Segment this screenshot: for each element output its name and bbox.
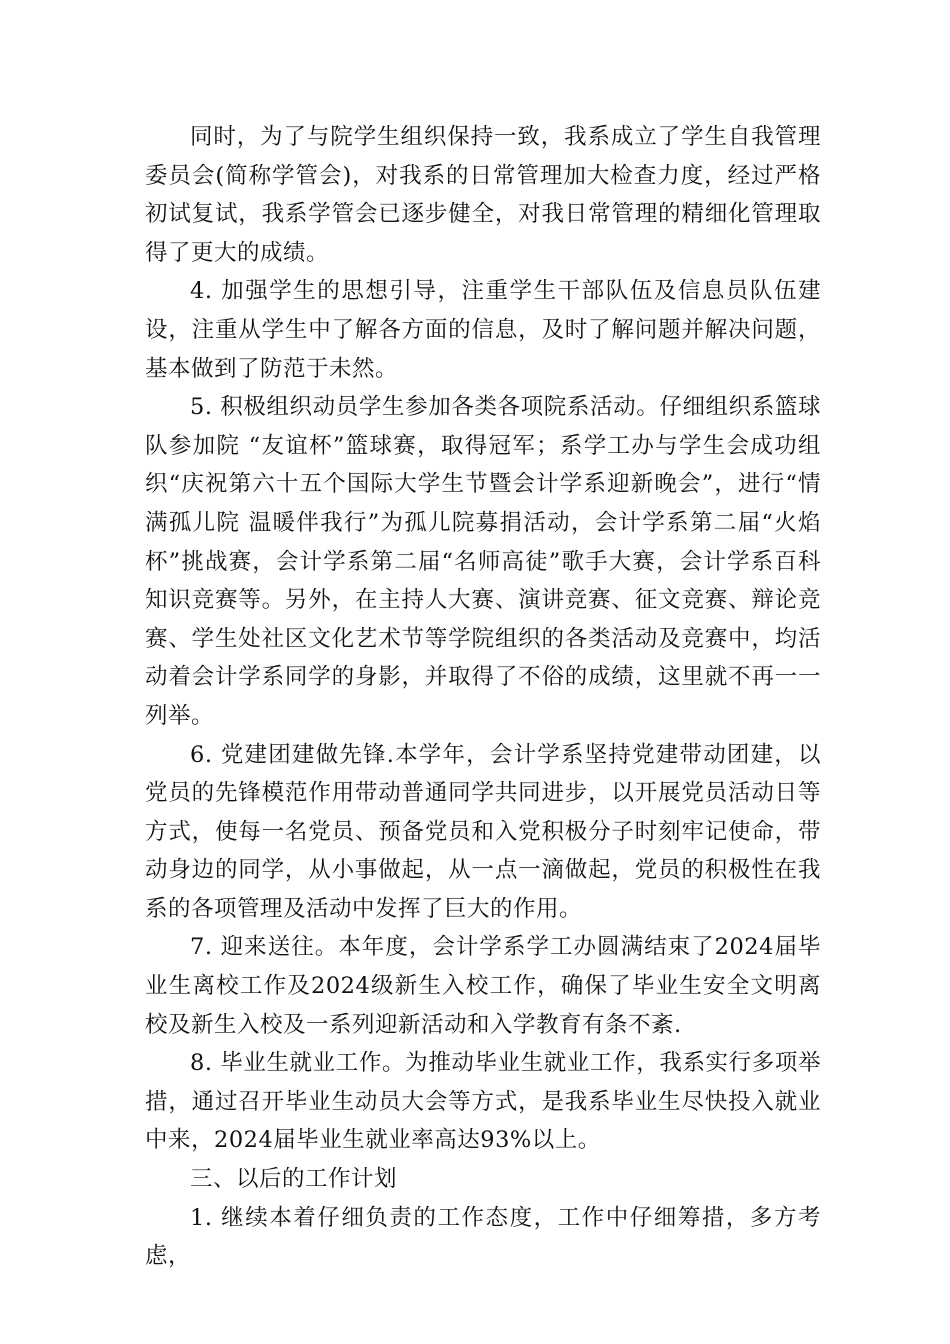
paragraph-item-8: 8. 毕业生就业工作。为推动毕业生就业工作，我系实行多项举措，通过召开毕业生动员大会等方式，是我系毕业生尽快投入就业中来，2024届毕业生就业率高达93%以上。 [145,1050,821,1154]
paragraph-student-committee: 同时，为了与院学生组织保持一致，我系成立了学生自我管理委员会(简称学管会)，对我系的日常管理加大检查力度，经过严格初试复试，我系学管会已逐步健全，对我日常管理的精细化管理取得了更大的成绩。 [145,124,821,266]
paragraph-item-7: 7. 迎来送往。本年度，会计学系学工办圆满结束了2024届毕业生离校工作及2024级新生入校工作，确保了毕业生安全文明离校及新生入校及一系列迎新活动和入学教育有条不紊. [145,934,821,1038]
section-heading: 三、以后的工作计划 [190,1166,398,1193]
paragraph-item-4: 4. 加强学生的思想引导，注重学生干部队伍及信息员队伍建设，注重从学生中了解各方面的信息，及时了解问题并解决问题，基本做到了防范于未然。 [145,278,821,382]
paragraph-item-5: 5. 积极组织动员学生参加各类各项院系活动。仔细组织系篮球队参加院 “友谊杯”篮球赛，取得冠军；系学工办与学生会成功组织“庆祝第六十五个国际大学生节暨会计学系迎新晚会”，进行“情满孤儿院 温暖伴我行”为孤儿院募捐活动，会计学系第二届“火焰杯”挑战赛，会计学系第二届“名师高徒”歌手大赛，会计学系百科知识竞赛等。另外，在主持人大赛、演讲竞赛、征文竞赛、辩论竞赛、学生处社区文化艺术节等学院组织的各类活动及竞赛中，均活动着会计学系同学的身影，并取得了不俗的成绩，这里就不再一一列举。 [145,394,821,729]
paragraph-item-6: 6. 党建团建做先锋.本学年，会计学系坚持党建带动团建，以党员的先锋模范作用带动普通同学共同进步，以开展党员活动日等方式，使每一名党员、预备党员和入党积极分子时刻牢记使命，带动身边的同学，从小事做起，从一点一滴做起，党员的积极性在我系的各项管理及活动中发挥了巨大的作用。 [145,741,821,922]
document-body [145,118,821,1276]
paragraph-plan-item-1: 1. 继续本着仔细负责的工作态度，工作中仔细筹措，多方考虑， [145,1204,821,1270]
